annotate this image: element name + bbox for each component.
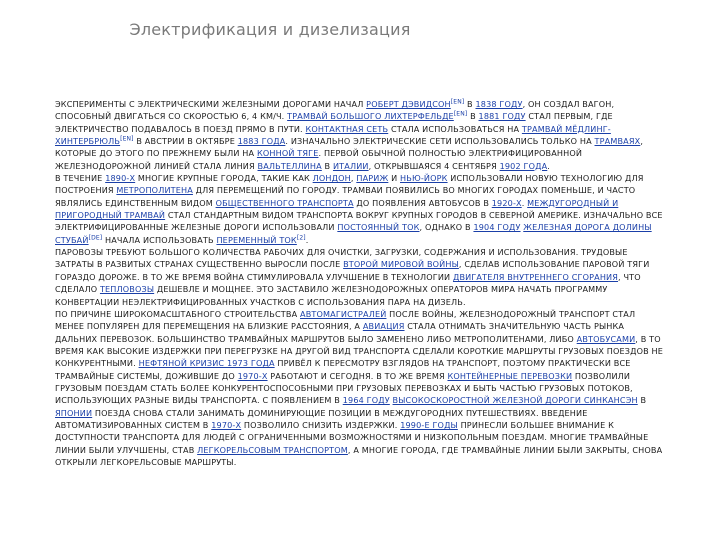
link-1970s[interactable]: 1970-Х <box>237 370 268 381</box>
text-span: , В ТО ВРЕМЯ КАК ВЫСОКИЕ ИЗДЕРЖКИ ПРИ ПЕРЕГРУЗКЕ НА ДРУГОЙ ВИД ТРАНСПОРТА СДЕЛАЛИ КОРОТКИЕ МАРШРУТЫ ГРУЗОВЫХ ПОЕЗДОВ НЕ КОНКУРЕНТНЫМИ. <box>55 333 664 369</box>
link-highways[interactable]: АВТОМАГИСТРАЛЕЙ <box>300 308 387 319</box>
link-container-shipping[interactable]: КОНТЕЙНЕРНЫЕ ПЕРЕВОЗКИ <box>447 370 573 381</box>
text-span: ДО ПОЯВЛЕНИЯ АВТОБУСОВ В <box>353 197 492 208</box>
text-span: ПОСЛЕ ВОЙНЫ, ЖЕЛЕЗНОДОРОЖНЫЙ ТРАНСПОРТ СТАЛ МЕНЕЕ ПОПУЛЯРЕН ДЛЯ ПЕРЕМЕЩЕНИЯ НА БЛИЗКИЕ РАССТОЯНИЯ, А <box>55 308 636 332</box>
paragraph-postwar <box>55 308 667 468</box>
text-span: НАЧАЛА ИСПОЛЬЗОВАТЬ <box>102 234 217 245</box>
paragraph-dieselization <box>55 246 667 308</box>
link-italy[interactable]: ИТАЛИИ <box>332 160 369 171</box>
link-oil-crisis-1973[interactable]: НЕФТЯНОЙ КРИЗИС 1973 ГОДА <box>138 358 275 369</box>
text-span: СТАЛ СТАНДАРТНЫМ ВИДОМ ТРАНСПОРТА ВОКРУГ КРУПНЫХ ГОРОДОВ В СЕВЕРНОЙ АМЕРИКЕ. ИЗНАЧАЛЬНО ВСЕ ЭЛЕКТРИФИЦИРОВАННЫЕ ЖЕЛЕЗНЫЕ ДОРОГИ ИСПОЛЬЗОВАЛИ <box>55 210 663 233</box>
link-horse-traction[interactable]: КОННОЙ ТЯГЕ <box>256 148 319 159</box>
text-span: В <box>464 99 476 109</box>
link-1890s[interactable]: 1890-Х <box>105 173 136 184</box>
link-valtellina[interactable]: ВАЛЬТЕЛЛИНА <box>257 160 322 171</box>
text-span: ПРИВЁЛ К ПЕРЕСМОТРУ ВЗГЛЯДОВ НА ТРАНСПОРТ, ПОЭТОМУ ПРАКТИЧЕСКИ ВСЕ ТРАМВАЙНЫЕ СИСТЕМЫ, ДОЖИВШИЕ ДО <box>55 358 631 381</box>
link-diesel-locomotives[interactable]: ТЕПЛОВОЗЫ <box>99 284 155 295</box>
text-span: , ОДНАКО В <box>419 222 474 233</box>
link-1881[interactable]: 1881 ГОДУ <box>478 111 526 122</box>
text-span: , А МНОГИЕ ГОРОДА, ГДЕ ТРАМВАЙНЫЕ ЛИНИИ БЫЛИ ЗАКРЫТЫ, СНОВА ОТКРЫЛИ ЛЕГКОРЕЛЬСОВЫЕ МАРШРУТЫ. <box>55 444 663 467</box>
text-span: ЭКСПЕРИМЕНТЫ С ЭЛЕКТРИЧЕСКИМИ ЖЕЛЕЗНЫМИ ДОРОГАМИ НАЧАЛ <box>55 99 367 109</box>
link-japan[interactable]: ЯПОНИИ <box>55 407 93 418</box>
text-span: . ИЗНАЧАЛЬНО ЭЛЕКТРИЧЕСКИЕ СЕТИ ИСПОЛЬЗОВАЛИСЬ ТОЛЬКО НА <box>285 136 595 147</box>
text-span: . <box>305 234 309 245</box>
link-1904[interactable]: 1904 ГОДУ <box>473 222 521 233</box>
link-buses[interactable]: АВТОБУСАМИ <box>576 333 636 344</box>
article-body <box>55 98 667 468</box>
footnote-en[interactable]: [EN] <box>450 98 465 106</box>
text-span: СТАЛА ИСПОЛЬЗОВАТЬСЯ НА <box>388 123 522 134</box>
text-span: МНОГИЕ КРУПНЫЕ ГОРОДА, ТАКИЕ КАК <box>135 173 313 184</box>
link-1838[interactable]: 1838 ГОДУ <box>475 99 523 109</box>
text-span: ИСПОЛЬЗОВАЛИ НОВУЮ ТЕХНОЛОГИЮ ДЛЯ ПОСТРОЕНИЯ <box>55 173 644 196</box>
slide-title: Электрификация и дизелизация <box>129 20 411 39</box>
link-alternating-current[interactable]: ПЕРЕМЕННЫЙ ТОК <box>216 234 297 245</box>
text-span: СТАЛ ПЕРВЫМ, ГДЕ ЭЛЕКТРИЧЕСТВО ПОДАВАЛОСЬ В ПОЕЗД ПРЯМО В ПУТИ. <box>55 111 613 134</box>
text-span: , ОН СОЗДАЛ ВАГОН, СПОСОБНЫЙ ДВИГАТЬСЯ СО СКОРОСТЬЮ 6, 4 КМ/Ч. <box>55 99 615 122</box>
link-direct-current[interactable]: ПОСТОЯННЫЙ ТОК <box>337 222 420 233</box>
text-span: В ТЕЧЕНИЕ <box>55 173 106 184</box>
text-span: , <box>350 173 357 184</box>
link-london[interactable]: ЛОНДОН <box>312 173 351 184</box>
paragraph-metro-and-trams <box>55 172 667 246</box>
link-aviation[interactable]: АВИАЦИЯ <box>362 321 405 332</box>
text-span: . <box>521 197 528 208</box>
text-span: И <box>388 173 401 184</box>
link-1920s[interactable]: 1920-Х <box>491 197 522 208</box>
footnote-en[interactable]: [EN] <box>453 110 468 118</box>
link-light-rail[interactable]: ЛЕГКОРЕЛЬСОВЫМ ТРАНСПОРТОМ <box>197 444 348 455</box>
footnote-de[interactable]: [DE] <box>88 234 103 242</box>
link-overhead-line[interactable]: КОНТАКТНАЯ СЕТЬ <box>305 123 389 134</box>
text-span: , КОТОРЫЕ ДО ЭТОГО ПО ПРЕЖНЕМУ БЫЛИ НА <box>55 136 644 159</box>
text-span: ДЛЯ ПЕРЕМЕЩЕНИЙ ПО ГОРОДУ. ТРАМВАИ ПОЯВИЛИСЬ ВО МНОГИХ ГОРОДАХ ПОМЕНЬШЕ, И ЧАСТО ЯВЛЯЛИСЬ ЕДИНСТВЕННЫМ ВИДОМ <box>55 185 636 208</box>
text-span: ПОЗВОЛИЛО СНИЗИТЬ ИЗДЕРЖКИ. <box>241 419 401 430</box>
text-span: В <box>321 160 333 171</box>
text-span: ПО ПРИЧИНЕ ШИРОКОМАСШТАБНОГО СТРОИТЕЛЬСТВА <box>55 308 301 319</box>
link-stubai-railway[interactable]: ЖЕЛЕЗНАЯ ДОРОГА ДОЛИНЫ СТУБАЙ <box>55 222 652 245</box>
text-span: . <box>547 160 550 171</box>
link-1970s-automation[interactable]: 1970-Х <box>211 419 242 430</box>
link-ww2[interactable]: ВТОРОЙ МИРОВОЙ ВОЙНЫ <box>343 259 459 270</box>
text-span: ПАРОВОЗЫ ТРЕБУЮТ БОЛЬШОГО КОЛИЧЕСТВА РАБОЧИХ ДЛЯ ОЧИСТКИ, ЗАГРУЗКИ, СОДЕРЖАНИЯ И ИСПОЛЬЗОВАНИЯ. ТРУДОВЫЕ ЗАТРАТЫ В РАЗВИТЫХ СТРАНАХ СУЩЕСТВЕННО ВЫРОСЛИ ПОСЛЕ <box>55 247 628 270</box>
text-span: ПРИНЕСЛИ БОЛЬШЕЕ ВНИМАНИЕ К ДОСТУПНОСТИ ТРАНСПОРТА ДЛЯ ЛЮДЕЙ С ОГРАНИЧЕННЫМИ ВОЗМОЖНОСТЯМИ И НИЗКОПОЛЬНЫМ ПОЕЗДАМ. МНОГИЕ ТРАМВАЙНЫЕ ЛИНИИ БЫЛИ УЛУЧШЕНЫ, СТАВ <box>55 419 649 455</box>
link-interurban-tram[interactable]: МЕЖДУГОРОДНЫЙ И ПРИГОРОДНЫЙ ТРАМВАЙ <box>55 197 619 221</box>
text-span: ПОЗВОЛИЛИ ГРУЗОВЫМ ПОЕЗДАМ СТАТЬ БОЛЕЕ КОНКУРЕНТОСПОСОБНЫМИ ПРИ ГРУЗОВЫХ ПЕРЕВОЗКАХ И БЫТЬ ЧАСТЬЮ ГРУЗОВЫХ ПОТОКОВ, ИСПОЛЬЗУЮЩИХ РАЗНЫЕ ВИДЫ ТРАНСПОРТА. С ПОЯВЛЕНИЕМ В <box>55 370 633 406</box>
text-span: , ЧТО СДЕЛАЛО <box>55 271 641 295</box>
link-lichterfelde-tram[interactable]: ТРАМВАЙ БОЛЬШОГО ЛИХТЕРФЕЛЬДЕ <box>287 111 454 122</box>
text-span: В <box>467 111 479 122</box>
text-span: СТАЛА ОТНИМАТЬ ЗНАЧИТЕЛЬНУЮ ЧАСТЬ РЫНКА ДАЛЬНИХ ПЕРЕВОЗОК. БОЛЬШИНСТВО ТРАМВАЙНЫХ МАРШРУТОВ БЫЛО ЗАМЕНЕНО ЛИБО МЕТРОПОЛИТЕНАМИ, ЛИБО <box>55 321 625 344</box>
text-span: В <box>637 395 647 406</box>
link-new-york[interactable]: НЬЮ-ЙОРК <box>400 173 448 184</box>
text-span: ДЕШЕВЛЕ И МОЩНЕЕ. ЭТО ЗАСТАВИЛО ЖЕЛЕЗНОДОРОЖНЫХ ОПЕРАТОРОВ МИРА НАЧАТЬ ПРОГРАММУ КОНВЕРТАЦИИ НЕЭЛЕКТРИФИЦИРОВАННЫХ УЧАСТКОВ С ИСПОЛЬЗОВАНИЯ ПАРА НА ДИЗЕЛЬ. <box>55 284 608 307</box>
text-span: . ПЕРВОЙ ОБЫЧНОЙ ПОЛНОСТЬЮ ЭЛЕКТРИФИЦИРОВАННОЙ ЖЕЛЕЗНОДОРОЖНОЙ ЛИНИЕЙ СТАЛА ЛИНИЯ <box>55 148 583 171</box>
text-span: , СДЕЛАВ ИСПОЛЬЗОВАНИЕ ПАРОВОЙ ТЯГИ ГОРАЗДО ДОРОЖЕ. В ТО ЖЕ ВРЕМЯ ВОЙНА СТИМУЛИРОВАЛА УЛУЧШЕНИЕ В ТЕХНОЛОГИИ <box>55 259 650 282</box>
link-1964[interactable]: 1964 ГОДУ <box>342 395 390 406</box>
footnote-2[interactable]: [2] <box>296 234 306 242</box>
link-metro[interactable]: МЕТРОПОЛИТЕНА <box>116 185 193 196</box>
text-span: , ОТКРЫВШАЯСЯ 4 СЕНТЯБРЯ <box>368 160 500 171</box>
link-1990s[interactable]: 1990-Е ГОДЫ <box>400 419 458 430</box>
text-span: В АВСТРИИ В ОКТЯБРЕ <box>133 136 238 147</box>
link-shinkansen[interactable]: ВЫСОКОСКОРОСТНОЙ ЖЕЛЕЗНОЙ ДОРОГИ СИНКАНСЭН <box>392 395 638 406</box>
footnote-en[interactable]: [EN] <box>120 135 134 143</box>
paragraph-electric-beginnings <box>55 98 667 172</box>
link-paris[interactable]: ПАРИЖ <box>356 173 389 184</box>
link-public-transport[interactable]: ОБЩЕСТВЕННОГО ТРАНСПОРТА <box>215 197 354 208</box>
link-1883[interactable]: 1883 ГОДА <box>237 136 286 147</box>
link-trams[interactable]: ТРАМВАЯХ <box>594 136 641 147</box>
link-internal-combustion-engine[interactable]: ДВИГАТЕЛЯ ВНУТРЕННЕГО СГОРАНИЯ <box>452 271 619 282</box>
text-span: ПОЕЗДА СНОВА СТАЛИ ЗАНИМАТЬ ДОМИНИРУЮЩИЕ ПОЗИЦИИ В МЕЖДУГОРОДНИХ ПУТЕШЕСТВИЯХ. ВВЕДЕНИЕ АВТОМАТИЗИРОВАННЫХ СИСТЕМ В <box>55 407 588 430</box>
link-robert-davidson[interactable]: РОБЕРТ ДЭВИДСОН <box>366 99 451 109</box>
link-modling-tram[interactable]: ТРАМВАЙ МЁДЛИНГ-ХИНТЕРБРЮЛЬ <box>55 123 611 147</box>
link-1902[interactable]: 1902 ГОДА <box>499 160 548 171</box>
text-span: РАБОТАЮТ И СЕГОДНЯ. В ТО ЖЕ ВРЕМЯ <box>267 370 448 381</box>
